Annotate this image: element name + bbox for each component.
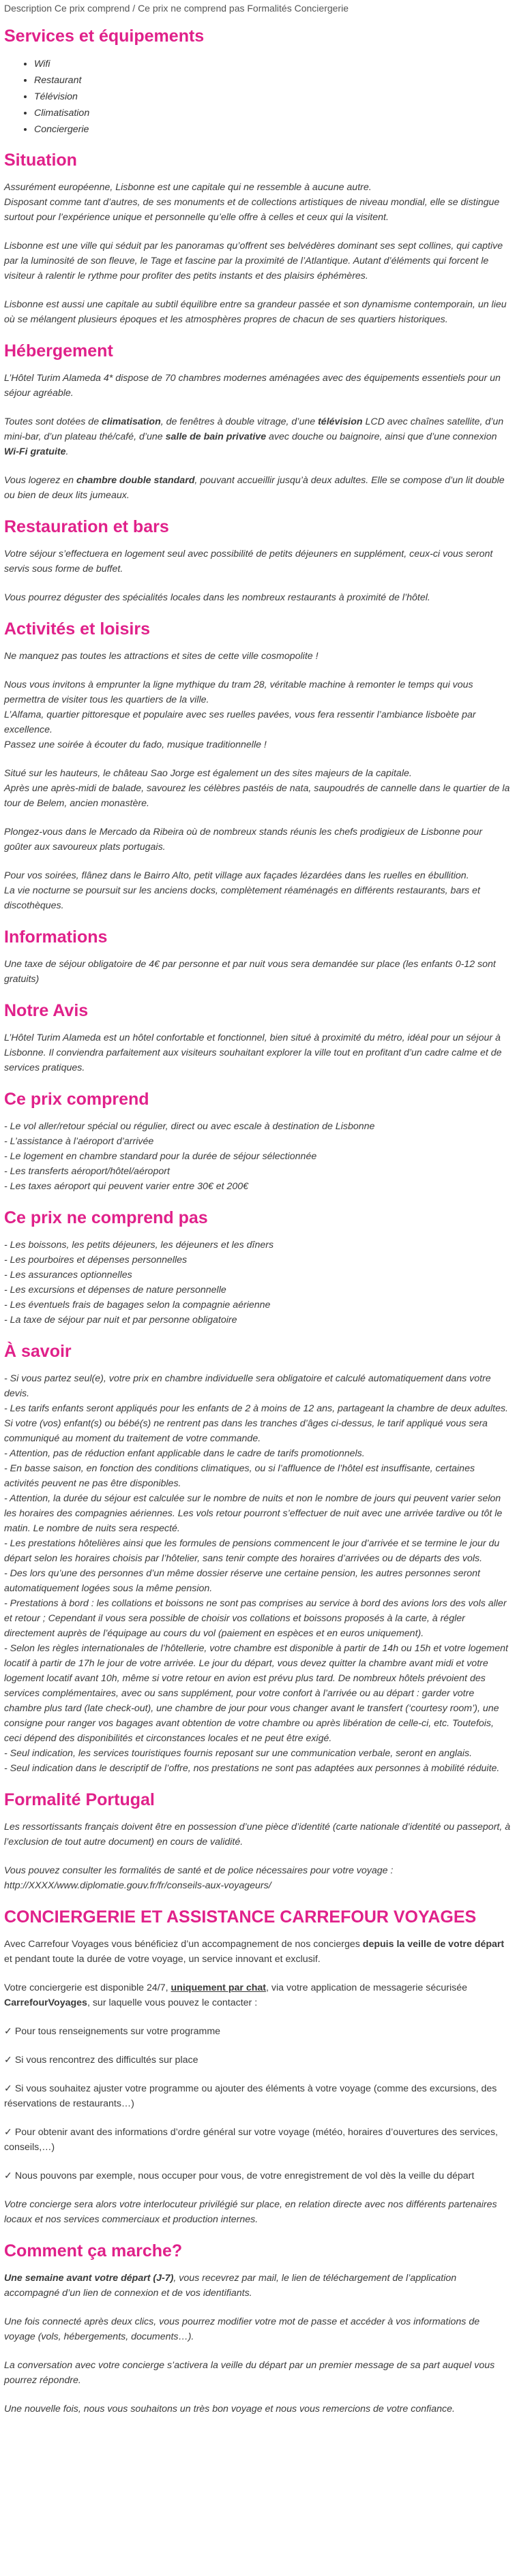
text-line: Nous vous invitons à emprunter la ligne mythique du tram 28, véritable machine à remonter le temps qui vous permettra de visiter tous les quartiers de la ville. — [4, 679, 473, 705]
situation-title: Situation — [4, 151, 77, 170]
text-line: Passez une soirée à écouter du fado, musique traditionnelle ! — [4, 739, 267, 750]
hebergement-paragraph: Vous logerez en chambre double standard, pouvant accueillir jusqu’à deux adultes. Elle se compose d’un lit double ou bien de deux lits jumeaux. — [4, 475, 505, 501]
comment-title: Comment ça marche? — [4, 2241, 183, 2260]
list-item: - Si vous partez seul(e), votre prix en chambre individuelle sera obligatoire et calculé automatiquement dans votre devis. — [4, 1373, 491, 1399]
list-item: - En basse saison, en fonction des conditions climatiques, ou si l’affluence de l’hôtel est insuffisante, certaines activités peuvent ne pas être disponibles. — [4, 1463, 475, 1489]
list-item: - Des lors qu’une des personnes d’un même dossier réserve une certaine pension, les autres personnes seront automatiquement logées sous la même pension. — [4, 1568, 480, 1594]
list-item: - Les prestations hôtelières ainsi que les formules de pensions commencent le jour d’arrivée et se termine le jour du départ selon les horaires choisis par l’hôtelier, sans tenir compte des horaires d’arrivées ou de départs des vols. — [4, 1538, 500, 1564]
list-item: - Les boissons, les petits déjeuners, les déjeuners et les dîners — [4, 1240, 274, 1251]
hebergement-title: Hébergement — [4, 341, 113, 361]
comment-paragraph: Une fois connecté après deux clics, vous pourrez modifier votre mot de passe et accéder à vos informations de voyage (vols, hébergements, documents…). — [4, 2316, 480, 2342]
check-item: ✓ Pour obtenir avant des informations d’ordre général sur votre voyage (météo, horaires d’ouvertures des services, conseils,…) — [4, 2127, 498, 2153]
restauration-paragraph: Votre séjour s’effectuera en logement seul avec possibilité de petits déjeuners en supplément, ceux-ci vous seront servis sous forme de buffet. — [4, 549, 493, 574]
informations-title: Informations — [4, 927, 108, 947]
list-item: - La taxe de séjour par nuit et par personne obligatoire — [4, 1315, 237, 1325]
comprend-list — [4, 1119, 512, 1194]
comment-paragraph: Une nouvelle fois, nous vous souhaitons un très bon voyage et nous vous remercions de votre confiance. — [4, 2404, 455, 2414]
list-item: - Les transferts aéroport/hôtel/aéroport — [4, 1166, 170, 1177]
activites-paragraph — [4, 766, 512, 811]
informations-paragraph: Une taxe de séjour obligatoire de 4€ par personne et par nuit vous sera demandée sur place (les enfants 0-12 sont gratuits) — [4, 959, 496, 985]
list-item: - Selon les règles internationales de l’hôtellerie, votre chambre est disponible à partir de 14h ou 15h et votre logement locatif à partir de 17h le jour de votre arrivée. Le jour du départ, vous devez quitter la chambre avant midi et votre logement locatif avant 10h, même si votre retour en avion est prévu plus tard. De nombreux hôtels prévoient des services complémentaires, avec ou sans supplément, pour votre confort à l’arrivée ou au départ : garder votre chambre plus tard (late check-out), une chambre de jour pour vous changer avant le transfert (‘courtesy room’), une consigne pour ranger vos bagages avant obtention de votre chambre ou après libération de celle-ci, etc. Toutefois, ceci dépend des disponibilités et circonstances locales et ne peut être exigé. — [4, 1643, 508, 1744]
list-item: • Restaurant — [34, 72, 512, 89]
hebergement-paragraph: L’Hôtel Turim Alameda 4* dispose de 70 chambres modernes aménagées avec des équipements essentiels pour un séjour agréable. — [4, 373, 501, 399]
activites-title: Activités et loisirs — [4, 619, 150, 639]
text-line: Après une après-midi de balade, savourez les célèbres pastéis de nata, saupoudrés de cannelle dans le quartier de la tour de Belem, ancien monastère. — [4, 783, 510, 809]
savoir-list — [4, 1371, 512, 1776]
comprend-title: Ce prix comprend — [4, 1090, 149, 1109]
list-item: • Wifi — [34, 56, 512, 72]
list-item: - Les éventuels frais de bagages selon la compagnie aérienne — [4, 1300, 271, 1310]
formalites-link[interactable]: http://XXXX/www.diplomatie.gouv.fr/fr/conseils-aux-voyageurs/ — [4, 1880, 271, 1891]
list-item: • Climatisation — [34, 105, 512, 121]
list-item: - Prestations à bord : les collations et boissons ne sont pas comprises au service à bord des avions lors des vols aller et retour ; Cependant il vous sera possible de choisir vos collations et boissons proposés à la carte, à régler directement auprès de l’équipage au cours du vol (paiement en espèces et en euros uniquement). — [4, 1598, 507, 1639]
list-item: - Seul indication, les services touristiques fournis reposant sur une communication verbale, seront en anglais. — [4, 1748, 473, 1759]
list-item: • Conciergerie — [34, 121, 512, 138]
formalite-title: Formalité Portugal — [4, 1790, 155, 1809]
ne-comprend-list — [4, 1238, 512, 1328]
list-item: • Télévision — [34, 89, 512, 105]
restauration-paragraph: Vous pourrez déguster des spécialités locales dans les nombreux restaurants à proximité de l’hôtel. — [4, 592, 430, 603]
services-list — [4, 56, 512, 138]
list-item: - L’assistance à l’aéroport d’arrivée — [4, 1136, 154, 1147]
situation-paragraph — [4, 180, 512, 225]
comment-paragraph: Une semaine avant votre départ (J-7), vous recevrez par mail, le lien de téléchargement de l’application accompagné d’un lien de connexion et de vos identifiants. — [4, 2273, 457, 2299]
text-line: La vie nocturne se poursuit sur les anciens docks, complètement réaménagés en différents restaurants, bars et discothèques. — [4, 885, 480, 911]
list-item: - Les excursions et dépenses de nature personnelle — [4, 1285, 226, 1295]
conciergerie-paragraph: Avec Carrefour Voyages vous bénéficiez d’un accompagnement de nos concierges depuis la veille de votre départ et pendant toute la durée de votre voyage, un service innovant et exclusif. — [4, 1939, 505, 1965]
activites-paragraph: Ne manquez pas toutes les attractions et sites de cette ville cosmopolite ! — [4, 651, 319, 662]
hebergement-paragraph: Toutes sont dotées de climatisation, de fenêtres à double vitrage, d’une télévision LCD avec chaînes satellite, d’un mini-bar, d’un plateau thé/café, d’une salle de bain privative avec douche ou baignoire, ainsi que d’une connexion Wi-Fi gratuite. — [4, 416, 504, 457]
list-item: - Le logement en chambre standard pour la durée de séjour sélectionnée — [4, 1151, 317, 1162]
activites-paragraph — [4, 677, 512, 752]
check-item: ✓ Si vous rencontrez des difficultés sur place — [4, 2055, 198, 2066]
comment-paragraph: La conversation avec votre concierge s’activera la veille du départ par un premier message de sa part auquel vous pourrez répondre. — [4, 2360, 495, 2386]
situation-paragraph: Lisbonne est aussi une capitale au subtil équilibre entre sa grandeur passée et son dynamisme contemporain, un lieu où se mélangent plusieurs époques et les atmosphères propres de chacun de ses quartiers historiques. — [4, 299, 507, 325]
conciergerie-paragraph: Votre conciergerie est disponible 24/7, uniquement par chat, via votre application de messagerie sécurisée CarrefourVoyages, sur laquelle vous pouvez le contacter : — [4, 1982, 467, 2008]
restauration-title: Restauration et bars — [4, 517, 169, 536]
services-title: Services et équipements — [4, 27, 205, 46]
list-item: - Attention, la durée du séjour est calculée sur le nombre de nuits et non le nombre de jours qui peuvent varier selon les horaires des compagnies aériennes. Les vols retour pourront s’effectuer de nuit avec une arrivée tardive ou tôt le matin. Le nombre de nuits sera respecté. — [4, 1493, 503, 1534]
check-item: ✓ Nous pouvons par exemple, nous occuper pour vous, de votre enregistrement de vol dès la veille du départ — [4, 2171, 475, 2181]
conciergerie-title: CONCIERGERIE ET ASSISTANCE CARREFOUR VOYAGES — [4, 1907, 477, 1927]
ne-comprend-title: Ce prix ne comprend pas — [4, 1208, 208, 1227]
conciergerie-paragraph: Votre concierge sera alors votre interlocuteur privilégié sur place, en relation directe avec nos différents partenaires locaux et nos services commerciaux et production internes. — [4, 2199, 497, 2225]
check-item: ✓ Si vous souhaitez ajuster votre programme ou ajouter des éléments à votre voyage (comme des excursions, des réservations de restaurants…) — [4, 2083, 497, 2109]
text-line: Situé sur les hauteurs, le château Sao Jorge est également un des sites majeurs de la capitale. — [4, 768, 412, 779]
avis-title: Notre Avis — [4, 1001, 89, 1020]
formalite-paragraph: Les ressortissants français doivent être en possession d’une pièce d’identité (carte nationale d’identité ou passeport, à l’exclusion de tout autre document) en cours de validité. — [4, 1822, 511, 1847]
check-item: ✓ Pour tous renseignements sur votre programme — [4, 2026, 221, 2037]
avis-paragraph: L’Hôtel Turim Alameda est un hôtel confortable et fonctionnel, bien situé à proximité du métro, idéal pour un séjour à Lisbonne. Il conviendra parfaitement aux visiteurs souhaitant explorer la ville tout en profitant d’un cadre calme et de services pratiques. — [4, 1032, 502, 1073]
text-line: L’Alfama, quartier pittoresque et populaire avec ses ruelles pavées, vous fera ressentir l’ambiance lisboète par excellence. — [4, 709, 476, 735]
formalite-paragraph — [4, 1863, 512, 1893]
text-line: Pour vos soirées, flânez dans le Bairro Alto, petit village aux façades lézardées dans les ruelles en ébullition. — [4, 870, 469, 881]
text-line: Vous pouvez consulter les formalités de santé et de police nécessaires pour votre voyage : — [4, 1865, 394, 1876]
list-item: - Le vol aller/retour spécial ou régulier, direct ou avec escale à destination de Lisbonne — [4, 1121, 375, 1132]
tab-bar[interactable]: Description Ce prix comprend / Ce prix ne comprend pas Formalités Conciergerie — [4, 3, 349, 14]
list-item: - Attention, pas de réduction enfant applicable dans le cadre de tarifs promotionnels. — [4, 1448, 365, 1459]
list-item: - Les taxes aéroport qui peuvent varier entre 30€ et 200€ — [4, 1181, 249, 1192]
list-item: - Les tarifs enfants seront appliqués pour les enfants de 2 à moins de 12 ans, partageant la chambre de deux adultes. Si votre (vos) enfant(s) ou bébé(s) ne rentrent pas dans les tranches d’âges ci-dessus, le tarif appliqué vous sera communiqué au moment du traitement de votre commande. — [4, 1403, 509, 1444]
list-item: - Seul indication dans le descriptif de l’offre, nos prestations ne sont pas adaptées aux personnes à mobilité réduite. — [4, 1763, 500, 1774]
situation-paragraph: Lisbonne est une ville qui séduit par les panoramas qu’offrent ses belvédères dominant ses sept collines, qui captive par la luminosité de son fleuve, le Tage et fascine par la proximité de l’Atlantique. Autant d’éléments qui forcent le visiteur à ralentir le rythme pour profiter des petits instants et des plaisirs éphémères. — [4, 241, 503, 281]
activites-paragraph — [4, 868, 512, 913]
list-item: - Les pourboires et dépenses personnelles — [4, 1255, 188, 1266]
text-line: Disposant comme tant d’autres, de ses monuments et de collections artistiques de niveau mondial, elle se distingue surtout pour l’expérience unique et personnelle qu’elle offre à celles et ceux qui la visitent. — [4, 197, 500, 223]
text-line: Assurément européenne, Lisbonne est une capitale qui ne ressemble à aucune autre. — [4, 182, 372, 193]
activites-paragraph: Plongez-vous dans le Mercado da Ribeira où de nombreux stands réunis les chefs prodigieux de Lisbonne pour goûter aux savoureux plats portugais. — [4, 827, 483, 853]
savoir-title: À savoir — [4, 1342, 72, 1361]
list-item: - Les assurances optionnelles — [4, 1270, 132, 1281]
